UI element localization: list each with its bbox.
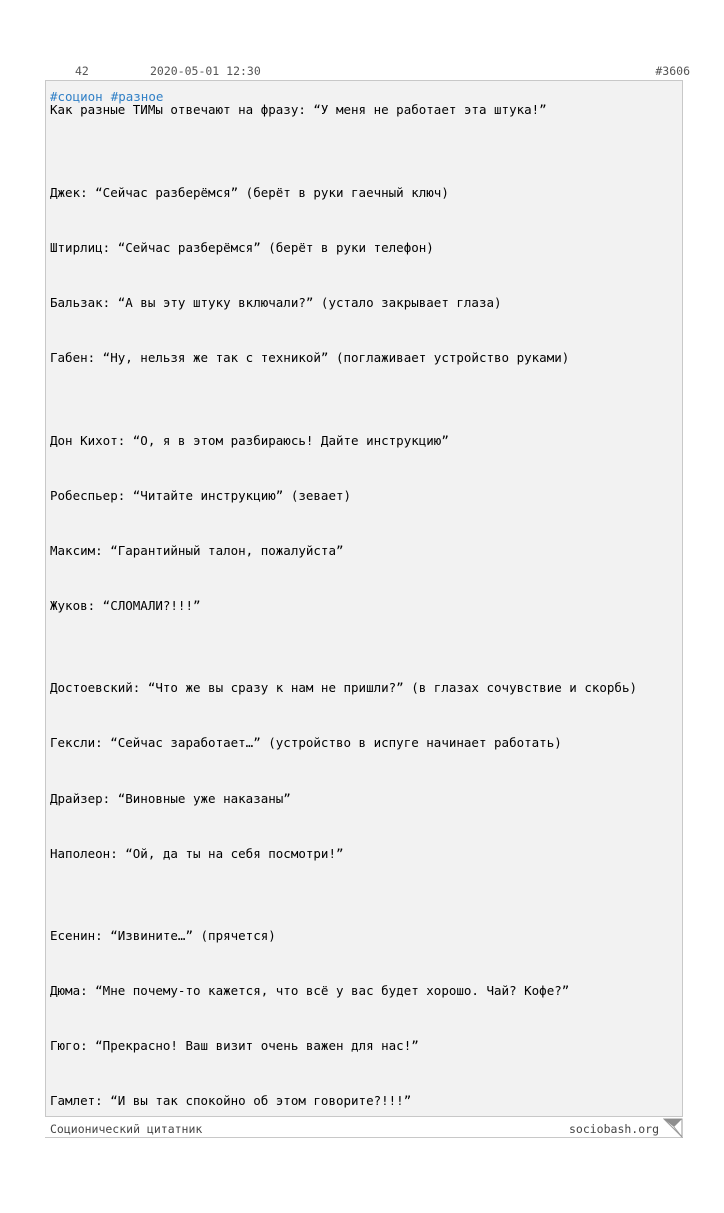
quote-line: Наполеон: “Ой, да ты на себя посмотри!” [50,846,344,861]
vote-count: 42 [75,64,89,78]
quote-meta [0,64,724,80]
quote-line: Как разные ТИМы отвечают на фразу: “У меня не работает эта штука!” [50,102,547,117]
quote-date: 2020-05-01 12:30 [150,64,261,78]
page-curl-icon [663,1118,683,1138]
quote-line: Гамлет: “И вы так спокойно об этом говорите?!!!” [50,1093,412,1108]
quote-line: Есенин: “Извините…” (прячется) [50,928,276,943]
tag-socion[interactable]: #социон [50,89,103,104]
quote-line: Дон Кихот: “О, я в этом разбираюсь! Дайте инструкцию” [50,433,449,448]
quote-line: Джек: “Сейчас разберёмся” (берёт в руки гаечный ключ) [50,185,449,200]
quote-line: Габен: “Ну, нельзя же так с техникой” (поглаживает устройство руками) [50,350,570,365]
quote-line: Гексли: “Сейчас заработает…” (устройство в испуге начинает работать) [50,735,562,750]
site-link[interactable]: sociobash.org [568,1122,659,1136]
quote-line: Достоевский: “Что же вы сразу к нам не пришли?” (в глазах сочувствие и скорбь) [50,680,637,695]
quote-line: Гюго: “Прекрасно! Ваш визит очень важен для нас!” [50,1038,419,1053]
quote-id-link[interactable]: #3606 [655,64,690,78]
quote-line: Бальзак: “А вы эту штуку включали?” (устало закрывает глаза) [50,295,502,310]
quote-line: Штирлиц: “Сейчас разберёмся” (берёт в руки телефон) [50,240,434,255]
quote-line: Жуков: “СЛОМАЛИ?!!!” [50,598,201,613]
quote-line: Максим: “Гарантийный талон, пожалуйста” [50,543,344,558]
tag-misc[interactable]: #разное [110,89,164,104]
quote-line: Драйзер: “Виновные уже наказаны” [50,791,291,806]
quote-footer [45,1118,683,1138]
quote-line: Робеспьер: “Читайте инструкцию” (зевает) [50,488,352,503]
quote-line: Дюма: “Мне почему-то кажется, что всё у вас будет хорошо. Чай? Кофе?” [50,983,570,998]
site-label: Соционический цитатник [50,1122,203,1136]
quote-body [45,80,683,1117]
